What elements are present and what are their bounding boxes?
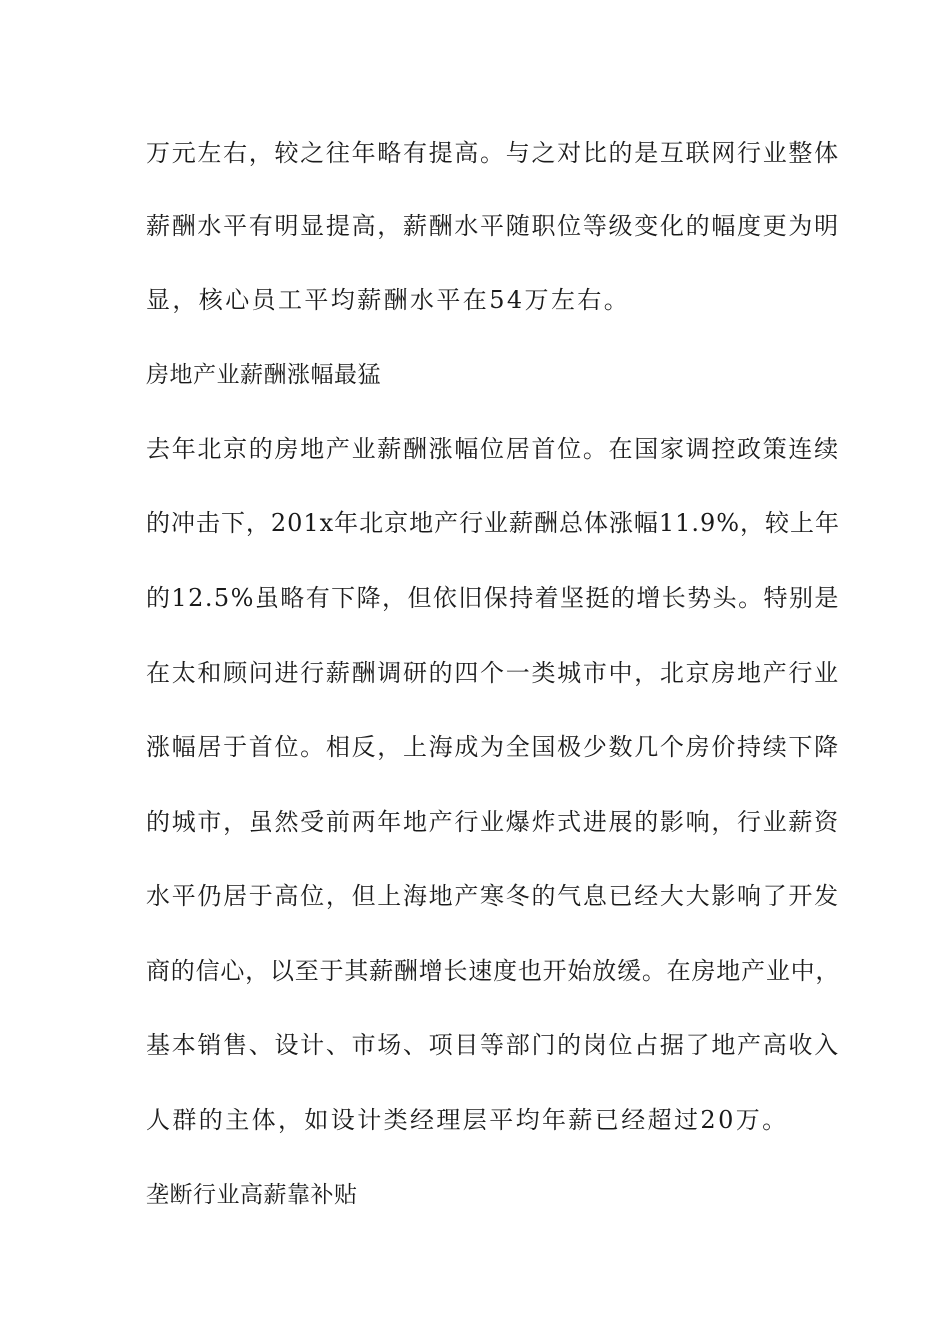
paragraph-line: 基本销售、设计、市场、项目等部门的岗位占据了地产高收入	[146, 1031, 840, 1059]
section-heading: 垄断行业高薪靠补贴	[146, 1182, 358, 1208]
paragraph-line: 去年北京的房地产业薪酬涨幅位居首位。在国家调控政策连续	[146, 435, 840, 463]
section-heading: 房地产业薪酬涨幅最猛	[146, 362, 381, 388]
paragraph-line: 万元左右，较之往年略有提高。与之对比的是互联网行业整体	[146, 139, 840, 167]
paragraph-line: 在太和顾问进行薪酬调研的四个一类城市中，北京房地产行业	[146, 659, 840, 687]
paragraph-line: 的冲击下，201x年北京地产行业薪酬总体涨幅11.9%，较上年	[146, 509, 840, 537]
paragraph-line: 涨幅居于首位。相反，上海成为全国极少数几个房价持续下降	[146, 733, 840, 761]
paragraph-line: 的城市，虽然受前两年地产行业爆炸式进展的影响，行业薪资	[146, 808, 840, 836]
paragraph-line: 的12.5%虽略有下降，但依旧保持着坚挺的增长势头。特别是	[146, 584, 840, 612]
paragraph-line: 商的信心，以至于其薪酬增长速度也开始放缓。在房地产业中，	[146, 957, 841, 985]
paragraph-line: 薪酬水平有明显提高，薪酬水平随职位等级变化的幅度更为明	[146, 212, 840, 240]
paragraph-line: 水平仍居于高位，但上海地产寒冬的气息已经大大影响了开发	[146, 882, 840, 910]
paragraph-line: 显，核心员工平均薪酬水平在54万左右。	[146, 286, 631, 314]
paragraph-line: 人群的主体，如设计类经理层平均年薪已经超过20万。	[146, 1106, 789, 1134]
